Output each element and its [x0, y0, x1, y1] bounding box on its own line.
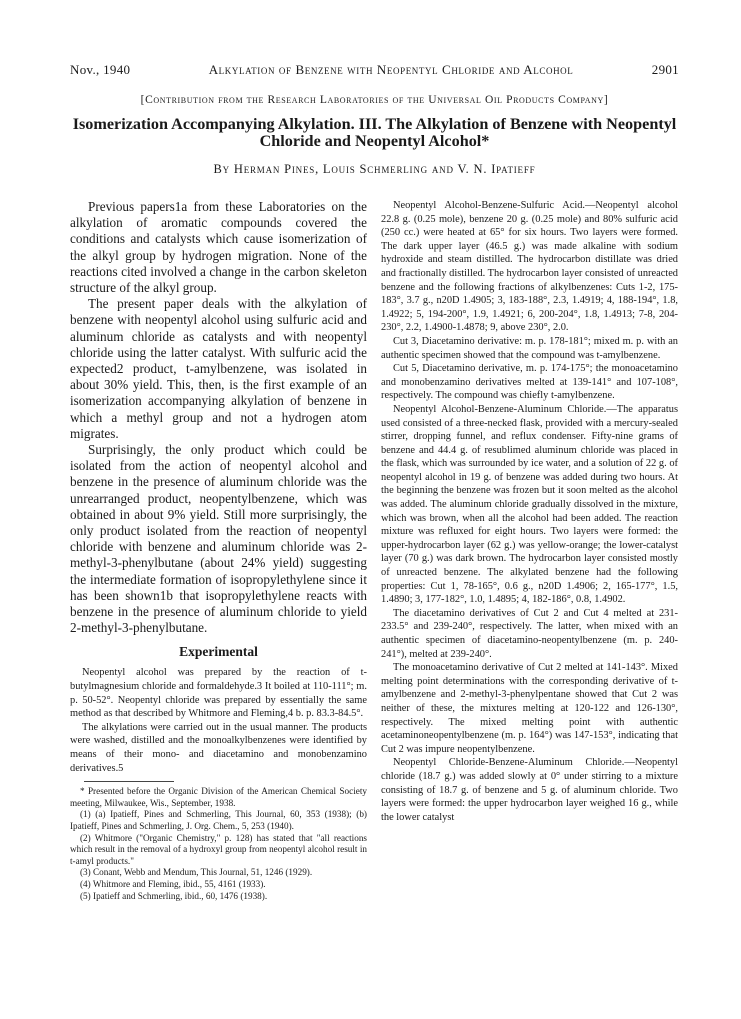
- footnote: (4) Whitmore and Fleming, ibid., 55, 4161 (1933).: [80, 878, 266, 889]
- procedure-paragraph: Neopentyl Chloride-Benzene-Aluminum Chloride.—Neopentyl chloride (18.7 g.) was added slowly at 0° under stirring to a mixture consisting of 18.7 g. of benzene and 5 g. of aluminum chloride. Two layers were formed: the upper hydrocarbon layer weighed 16 g., while the lower catalyst: [381, 757, 678, 823]
- experimental-paragraph: The alkylations were carried out in the usual manner. The products were washed, distilled and the monoalkylbenzenes were identified by means of their mono- and diacetamino and monobenzamino derivatives.5: [70, 721, 367, 774]
- introduction: [70, 199, 367, 636]
- contribution-line: [Contribution from the Research Laboratories of the Universal Oil Products Company]: [140, 94, 609, 106]
- experimental-heading: Experimental: [179, 644, 258, 660]
- procedure-paragraph: The monoacetamino derivative of Cut 2 melted at 141-143°. Mixed melting point determinations with the corresponding derivative of t-amylbenzene and 2-methyl-3-phenylpentane showed that Cut 2 was neither of these, the mixtures melting at 120-122 and 126-130°, respectively. The mixed melting point with authentic acetaminoneopentylbenzene (m. p. 164°) was 147-153°, indicating that Cut 2 was impure neopentylbenzene.: [381, 662, 678, 755]
- running-title: Alkylation of Benzene with Neopentyl Chloride and Alcohol: [208, 62, 574, 77]
- experimental-paragraph: Neopentyl alcohol was prepared by the reaction of t-butylmagnesium chloride and formaldehyde.3 It boiled at 110-111°; m. p. 50-52°. Neopentyl chloride was prepared by essentially the same method as that described by Whitmore and Fleming,4 b. p. 83.3-84.5°.: [70, 667, 367, 720]
- intro-paragraph: The present paper deals with the alkylation of benzene with neopentyl alcohol using sulfuric acid and aluminum chloride as catalysts and with neopentyl chloride using the latter catalyst. With sulfuric acid the expected2 product, t-amylbenzene, was isolated in about 30% yield. This, then, is the first example of an isomerization accompanying alkylation of benzene in which a methyl group and not a hydrogen atom migrates.: [70, 296, 367, 441]
- procedure-paragraph: Cut 5, Diacetamino derivative, m. p. 174-175°; the monoacetamino and monobenzamino derivatives melted at 139-141° and 107-108°, respectively. The compound was chiefly t-amylbenzene.: [381, 363, 678, 402]
- intro-paragraph: Previous papers1a from these Laboratories on the alkylation of aromatic compounds covered the conditions and catalysts which cause isomerization of the alkyl group by hydrogen migration. None of the reactions cited involved a change in the carbon skeleton structure of the alkyl group.: [70, 199, 367, 296]
- footnote: (3) Conant, Webb and Mendum, This Journal, 51, 1246 (1929).: [80, 867, 313, 878]
- procedure-paragraph: Neopentyl Alcohol-Benzene-Sulfuric Acid.—Neopentyl alcohol 22.8 g. (0.25 mole), benzene 20 g. (0.25 mole) and 80% sulfuric acid (250 cc.) were heated at 65° for six hours. Two layers were formed. The dark upper layer (46.5 g.) was made alkaline with sodium hydroxide and steam distilled. The hydrocarbon distillate was dried and fractionally distilled. The hydrocarbon layer consisted of unreacted benzene and the following fractions of alkylbenzenes: Cuts 1-2, 175-183°, 3.7 g., n20D 1.4905; 3, 183-188°, 2.3, 1.4919; 4, 188-194°, 1.8, 1.4922; 5, 194-200°, 1.9, 1.4921; 6, 200-204°, 1.8, 1.4913; 7-8, 204-230°, 2.2, 1.4900-1.4878; 9, above 230°, 2.0.: [381, 200, 678, 334]
- article-title: Isomerization Accompanying Alkylation. III. The Alkylation of Benzene with Neopentyl Chloride and Neopentyl Alcohol*: [72, 115, 677, 150]
- author-line: By Herman Pines, Louis Schmerling and V. N. Ipatieff: [213, 162, 536, 176]
- procedure-paragraph: Cut 3, Diacetamino derivative: m. p. 178-181°; mixed m. p. with an authentic specimen showed that the compound was t-amylbenzene.: [381, 335, 678, 361]
- experimental-section: [70, 666, 367, 775]
- right-column: [381, 199, 678, 902]
- footnote: * Presented before the Organic Division of the American Chemical Society meeting, Milwaukee, Wis., September, 1938.: [70, 786, 367, 808]
- footnote: (2) Whitmore ("Organic Chemistry," p. 128) has stated that "all reactions which result in the removal of a hydroxyl group from neopentyl alcohol result in t-amyl products.": [70, 832, 367, 866]
- page-number: 2901: [651, 62, 679, 77]
- footnote-rule: [84, 781, 174, 782]
- footnotes: [70, 786, 367, 902]
- procedure-paragraph: The diacetamino derivatives of Cut 2 and Cut 4 melted at 231-233.5° and 239-240°, respectively. The latter, when mixed with an authentic specimen of diacetamino-neopentylbenzene (m. p. 240-241°), melted at 239-240°.: [381, 607, 678, 660]
- running-head: [70, 62, 679, 78]
- intro-paragraph: Surprisingly, the only product which could be isolated from the action of neopentyl alcohol and benzene in the presence of aluminum chloride was the unrearranged product, neopentylbenzene, which was obtained in about 9% yield. Still more surprisingly, the only product isolated from the reaction of neopentyl chloride with benzene and aluminum chloride was 2-methyl-3-phenylbutane (about 24% yield) suggesting the intermediate formation of isopropylethylene since it has been shown1b that isopropylethylene reacts with benzene in the presence of aluminum chloride to yield 2-methyl-3-phenylbutane.: [70, 442, 367, 636]
- left-column: [70, 199, 367, 902]
- footnote: (1) (a) Ipatieff, Pines and Schmerling, This Journal, 60, 353 (1938); (b) Ipatieff, Pines and Schmerling, J. Org. Chem., 5, 253 (1940).: [70, 809, 367, 832]
- footnote: (5) Ipatieff and Schmerling, ibid., 60, 1476 (1938).: [80, 890, 268, 901]
- two-column-body: [70, 199, 679, 902]
- issue-date: Nov., 1940: [70, 62, 131, 77]
- procedure-paragraph: Neopentyl Alcohol-Benzene-Aluminum Chloride.—The apparatus used consisted of a three-necked flask, provided with a mercury-sealed stirrer, dropping funnel, and reflux condenser. Fifty-nine grams of benzene and 44.4 g. of resublimed aluminum chloride was placed in the flask, which was surrounded by ice water, and a solution of 22 g. of neopentyl alcohol in 19 g. of benzene was added during two hours. At the beginning the benzene was frozen but it soon melted as the alcohol was added. The aluminum chloride gradually dissolved in the mixture, which was brown, when all the alcohol had been added. The reaction mixture was refluxed for eight hours. Two layers were formed: the upper-hydrocarbon layer (62 g.) was yellow-orange; the lower-catalyst layer (70 g.) was dark brown. The hydrocarbon layer consisted mostly of unreacted benzene. The alkylated benzene had the following properties: Cut 1, 78-165°, 0.6 g., n20D 1.4906; 2, 165-177°, 1.5, 1.4890; 3, 177-182°, 1.0, 1.4895; 4, 182-186°, 0.8, 1.4902.: [381, 403, 678, 606]
